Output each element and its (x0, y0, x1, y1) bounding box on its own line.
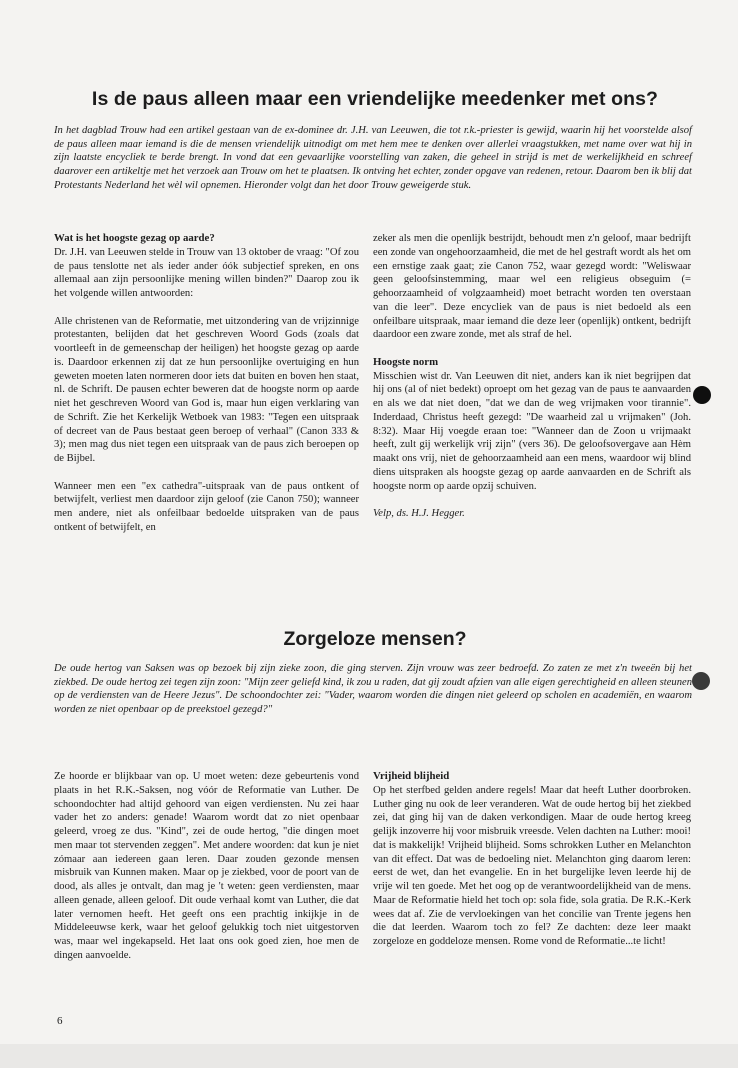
section-heading: Hoogste norm (373, 355, 439, 368)
paragraph: Wanneer men een "ex cathedra"-uitspraak van de paus ontkent of betwijfelt, verliest men daardoor zijn geloof (zie Canon 750); wanneer men andere, niet als onfeilbaar bedoelde uitspraken van de paus ontkent of betwijfelt, en (54, 480, 359, 533)
page-number: 6 (57, 1015, 63, 1027)
article-title: Is de paus alleen maar een vriendelijke meedenker met ons? (91, 88, 659, 110)
paragraph: Alle christenen van de Reformatie, met uitzondering van de vrijzinnige protestanten, belijden dat het geschreven Woord Gods (zoals dat voortleeft in de gemeenschap der heiligen) het hoogste gezag op aarde is. Daardoor erkennen zij dat ze hun persoonlijke overtuiging en hun geweten moeten laten normeren door iets dat buiten en boven hen staat, nl. de Schrift. De pausen echter beweren dat de hoogste norm op aarde niet het geschreven Woord van God is, maar hun eigen verklaring van de Schrift. Zie het Kerkelijk Wetboek van 1983: "Tegen een uitspraak of decreet van de Paus bestaat geen beroep of verhaal" (Canon 333 & 3); men mag dus niet tegen een uitspraak van de paus zich beroepen op de Bijbel. (54, 315, 359, 464)
paragraph: Misschien wist dr. Van Leeuwen dit niet, anders kan ik niet begrijpen dat hij ons (al of niet bedekt) oproept om het gezag van de paus te aanvaarden en als we dat niet doen, "dat we dan de weg vrijmaken voor tirannie". Inderdaad, Christus heeft gezegd: "De waarheid zal u vrijmaken" (Joh. 8:32). Maar Hij voegde eraan toe: "Wanneer dan de Zoon u vrijmaakt heeft, zult gij werkelijk vrij zijn" (vers 36). De geloofsovergave aan Hèm maakt ons vrij, niet de gehoorzaamheid aan een mens, waardoor wij blind diens uitspraken als hoogste gezag op aarde aanvaarden en de Schrift als hoogste norm op aarde opzij schuiven. (373, 370, 691, 492)
paragraph: Op het sterfbed gelden andere regels! Maar dat heeft Luther doorbroken. Luther ging nu ook de leer veranderen. Wat de oude hertog bij het ziekbed zei, dat ging hij van de daken verkondigen. Maar de oude hertog kreeg gelijk inzoverre hij voor misbruik vreesde. Velen dachten na Luther: mooi! dat is makkelijk! Vrijheid blijheid. Soms schrokken Luther en Melanchton van dit effect. Dat was de bedoeling niet. Melanchton ging daarom leren: eerst de wet, dan het evangelie. En in het burgelijke leven leerde hij de vrije wil ten goede. Met het oog op de verantwoordelijkheid van de mens. Maar de Reformatie hield het toch op: sola fide, sola gratia. De R.K.-Kerk wees dat af. Zie de vervloekingen van het concilie van Trente jegens hen die dat leerden. Waarom toch zo fel? Ze dachten: deze leer maakt zorgeloze en goddeloze mensen. Rome vond de Reformatie...te licht! (373, 784, 691, 947)
article-column-right (373, 770, 691, 963)
page-bottom-edge (0, 1044, 738, 1068)
article-column-right (373, 232, 691, 535)
punch-hole-icon (692, 672, 710, 690)
section-heading: Wat is het hoogste gezag op aarde? (54, 232, 215, 244)
paragraph: Ze hoorde er blijkbaar van op. U moet weten: deze gebeurtenis vond plaats in het R.K.-Saksen, nog vóór de Reformatie van Luther. De schoondochter had altijd gehoord van eigen verdiensten. Nu zei haar vader het zo anders: genade! Waarom wordt dat zo niet openbaar geleerd, vroeg ze dus. "Kind", zei de oude hertog, "die dingen moet men maar tot stervenden zeggen". Met andere woorden: dat kun je niet zómaar aan iedereen gaan leren. Daar zouden gezonde mensen misbruik van Kunnen maken. Maar op je ziekbed, voor de poort van de dood, als alles je ontvalt, dan mag je 't weten: geen verdiensten, maar alleen genade, alleen geloof. Dit oude verhaal komt van Luther, die dat later vernomen heeft. Het geeft ons een prachtig inkijkje in de Middeleeuwse kerk, waar het geloof gelukkig toch niet uitgestorven was, maar wel ingekapseld. Het laat ons ook goed zien, hoe men de dingen aanvoelde. (54, 771, 359, 961)
paragraph: zeker als men die openlijk bestrijdt, behoudt men z'n geloof, maar bedrijft een zonde van ongehoorzaamheid, die met de hel gestraft wordt als het om een ernstige zaak gaat; zie Canon 752, waar gezegd wordt: "Weliswaar geen geloofsinstemming, maar wel een religieus obseguim (= gehoorzaamheid of volgzaamheid) moet betracht worden ten overstaan van die leer". Deze encycliek van de paus is niet bedoeld als een onfeilbare uitspraak, maar iemand die deze leer (openlijk) ontkent, bedrijft daardoor een zware zonde, met als straf de hel. (373, 233, 691, 341)
punch-hole-icon (693, 386, 711, 404)
paragraph: Dr. J.H. van Leeuwen stelde in Trouw van 13 oktober de vraag: "Of zou de paus tenslotte net als ieder ander óók subjectief spreken, en ons allemaal aan zijn persoonlijke mening willen binden?" Daarop zou ik het volgende willen antwoorden: (54, 246, 360, 299)
article-title: Zorgeloze mensen? (283, 628, 467, 650)
article-column-left (54, 232, 359, 548)
article-column-left (54, 770, 359, 976)
article-intro: De oude hertog van Saksen was op bezoek bij zijn zieke zoon, die ging sterven. Zijn vrouw was zeer bedroefd. Zo zaten ze met z'n tweeën bij het ziekbed. De oude hertog zei tegen zijn zoon: "Mijn zeer geliefd kind, ik zou u raden, dat gij zoudt afzien van alle eigen gerechtigheid en alleen steunen op de verdiensten van de Heere Jezus". De schoondochter zei: "Vader, waarom worden die dingen niet geleerd op scholen en academiën, en waarom worden ze niet openbaar op de preekstoel gezegd?" (54, 663, 692, 716)
article-intro: In het dagblad Trouw had een artikel gestaan van de ex-dominee dr. J.H. van Leeuwen, die tot r.k.-priester is gewijd, waarin hij het voorstelde alsof de paus alleen maar iemand is die de mensen vriendelijk uitnodigt om met hem mee te denken over allerlei vraagstukken, met name over wat hij in zijn laatste encycliek te berde brengt. In vond dat een gevaarlijke voorstelling van zaken, die geheel in strijd is met de werkelijkheid en schreef daarover een artikeltje met het verzoek aan Trouw om het te plaatsen. Ik ontving het echter, zonder opgave van redenen, retour. Daarom ben ik blij dat Protestants Nederland het wèl wil opnemen. Hieronder volgt dan het door Trouw geweigerde stuk. (54, 125, 692, 191)
author-signature: Velp, ds. H.J. Hegger. (373, 508, 465, 519)
section-heading: Vrijheid blijheid (373, 770, 450, 782)
